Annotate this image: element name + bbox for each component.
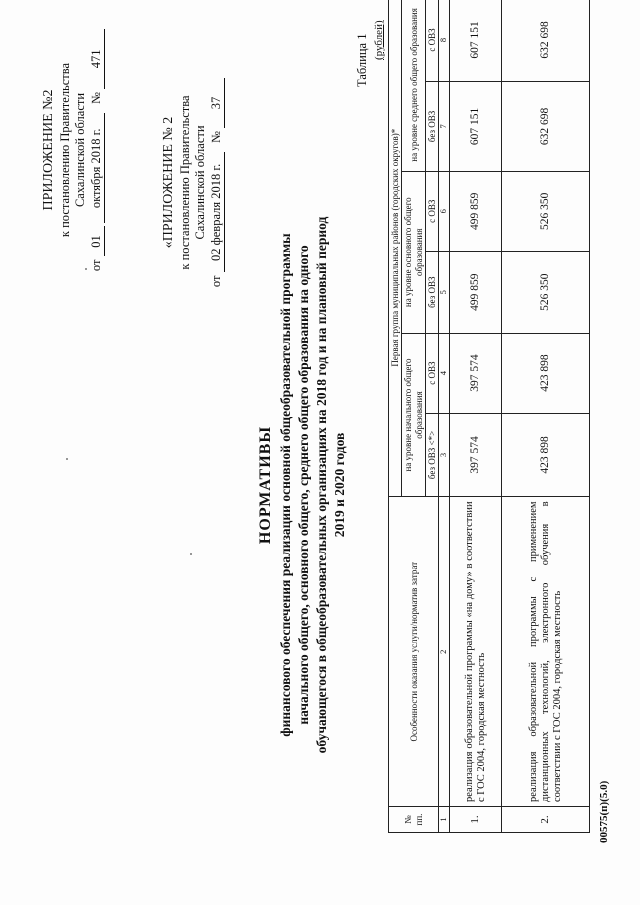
header-group: Первая группа муниципальных районов (городских округов)* [389, 0, 402, 497]
heading-line1: финансового обеспечения реализации основной общеобразовательной программы [277, 233, 293, 737]
column-number: 7 [439, 81, 450, 171]
row-value: 397 574 [450, 413, 502, 497]
appendix-new-title: ПРИЛОЖЕНИЕ №2 [41, 89, 56, 211]
row-value: 423 898 [502, 413, 590, 497]
row-value: 499 859 [450, 171, 502, 251]
appendix-new [40, 15, 105, 285]
column-number: 1 [439, 807, 450, 833]
header-description: Особенности оказания услуги/норматив затрат [389, 497, 439, 807]
header-with-ovz: с ОВЗ [426, 0, 439, 81]
footer-code: 00575(п)(5.0) [598, 780, 610, 843]
column-number: 8 [439, 0, 450, 81]
appendix-old [160, 40, 225, 325]
row-value: 632 698 [502, 81, 590, 171]
row-number: 1. [450, 807, 502, 833]
appendix-new-month-year: октября 2018 г. [89, 113, 106, 223]
row-number: 2. [502, 807, 590, 833]
row-value: 397 574 [450, 333, 502, 413]
header-with-ovz: с ОВЗ [426, 171, 439, 251]
appendix-new-line1: к постановлению Правительства [57, 62, 72, 238]
header-no: № пп. [389, 807, 439, 833]
row-value: 607 151 [450, 81, 502, 171]
row-description: реализация образовательной программы «на дому» в соответствии с ГОС 2004, городская местность [450, 497, 502, 807]
row-description: реализация образовательной программы с применением дистанционных технологий, электронного обучения в соответствии с ГОС 2004, городская местность [502, 497, 590, 807]
column-number: 5 [439, 251, 450, 333]
units-label: (рублей) [373, 20, 385, 60]
column-number: 6 [439, 171, 450, 251]
appendix-old-line1: к постановлению Правительства [177, 95, 192, 270]
row-value: 526 350 [502, 251, 590, 333]
appendix-old-title: «ПРИЛОЖЕНИЕ № 2 [161, 116, 176, 249]
table-row [502, 0, 590, 833]
appendix-new-line2: Сахалинской области [73, 92, 88, 208]
row-value: 607 151 [450, 0, 502, 81]
column-number: 2 [439, 497, 450, 807]
appendix-new-day: 01 [89, 226, 106, 256]
heading-line4: 2019 и 2020 годов [332, 432, 348, 538]
column-number: 3 [439, 413, 450, 497]
document-heading [255, 175, 349, 795]
header-level-secondary: на уровне среднего общего образования [402, 0, 426, 171]
appendix-new-date: от 01 октября 2018 г. № 471 [89, 15, 106, 285]
header-without-ovz: без ОВЗ [426, 81, 439, 171]
heading-line3: обучающегося в общеобразовательных организациях на 2018 год и на плановый период [314, 216, 330, 754]
header-level-primary: на уровне начального общего образования [402, 333, 426, 497]
row-value: 526 350 [502, 171, 590, 251]
header-with-ovz: с ОВЗ [426, 333, 439, 413]
appendix-old-date: от 02 февраля 2018 г. № 37 [209, 40, 226, 325]
row-value: 423 898 [502, 333, 590, 413]
appendix-new-number: 471 [89, 29, 106, 89]
table-row [450, 0, 502, 833]
header-level-basic: на уровне основного общего образования [402, 171, 426, 333]
norms-table [388, 0, 590, 833]
row-value: 499 859 [450, 251, 502, 333]
appendix-old-date-value: 02 февраля 2018 г. [209, 152, 226, 272]
column-number: 4 [439, 333, 450, 413]
heading-line2: начального общего, основного общего, среднего общего образования на одного [295, 245, 311, 725]
header-without-ovz: без ОВЗ [426, 251, 439, 333]
row-value: 632 698 [502, 0, 590, 81]
table-label: Таблица 1 [355, 33, 369, 87]
heading-title: НОРМАТИВЫ [257, 425, 274, 545]
header-without-ovz: без ОВЗ <*> [426, 413, 439, 497]
column-number-row [439, 0, 450, 833]
appendix-old-line2: Сахалинской области [193, 125, 208, 240]
appendix-old-number: 37 [209, 78, 226, 128]
